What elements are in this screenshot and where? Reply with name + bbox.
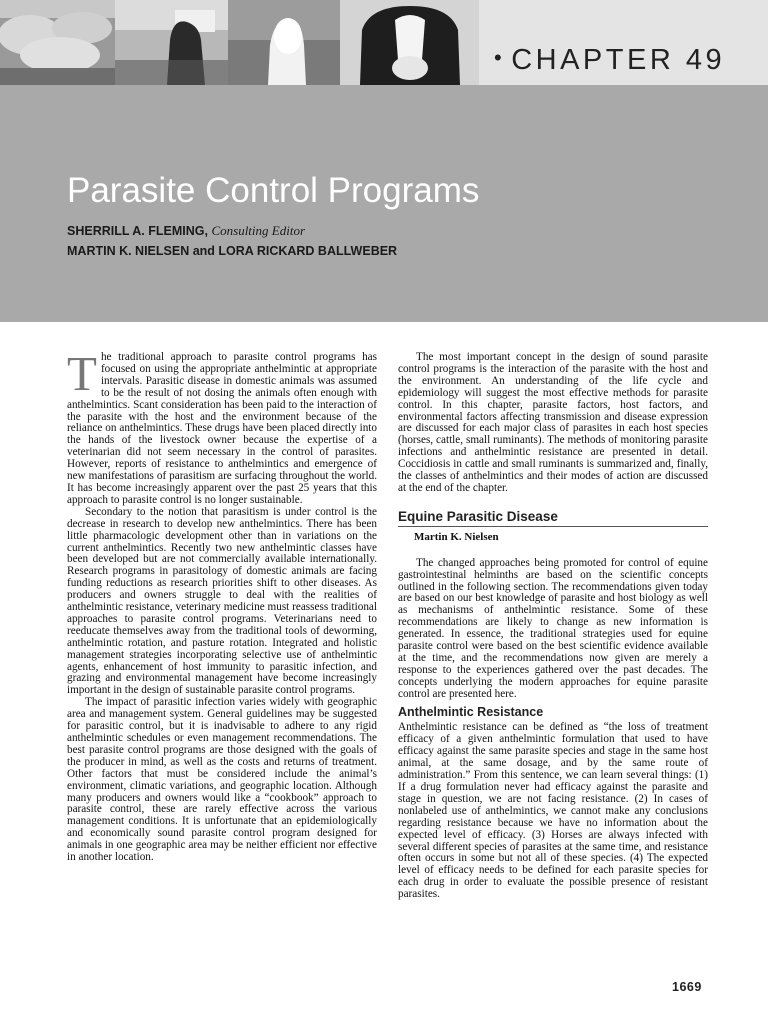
goat-photo-icon: [228, 0, 340, 85]
cow-photo-icon: [340, 0, 479, 85]
page-number: 1669: [672, 980, 702, 994]
paragraph-text: he traditional approach to parasite control programs has focused on using the appropriate anthelmintic at appropriate intervals. Parasitic disease in domestic animals was assumed to be the result of not dosing the animals often enough with anthelmintics. Scant consideration has been paid to the interaction of the parasite with the host and the environment because of the reliance on anthelmintics. These drugs have been placed directly into the hands of the livestock owner because the expertise of a veterinarian did not seem necessary in the control of parasites. However, reports of resistance to anthelmintics and emergence of new manifestations of parasitism are surfacing throughout the world. It has become increasingly apparent over the past 25 years that this approach to parasite control is no longer sustainable.: [67, 351, 377, 506]
paragraph: The impact of parasitic infection varies widely with geographic area and management system. General guidelines may be suggested for parasitic control, but it is inadvisable to adhere to any rigid anthelmintic schedules or even management recommendations. The best parasite control programs are those designed with the goals of the producer in mind, as well as the costs and returns of treatment. Other factors that must be considered include the animal’s environment, climatic variations, and geographic location. Although many producers and owners would like a “cookbook” approach to parasite control, these are rarely effective across the various management conditions. It is unfortunate that an epidemiologically and economically sound parasite control program designed for animals in one geographic area may be neither efficient nor effective in another location.: [67, 696, 377, 864]
paragraph: The changed approaches being promoted for control of equine gastrointestinal helminths are based on the scientific concepts outlined in the following section. The recommendations given today are based on our best knowledge of parasite and host biology as well as mechanisms of anthelmintic resistance. Some of these recommendations are likely to change as new information is generated. In essence, the traditional strategies used for equine parasite control were based on the best scientific evidence available at the time, and the recommendations now given are merely a response to the experiences gathered over the past decades. The concepts underlying the modern approaches for equine parasite control are presented here.: [398, 556, 708, 700]
editor-role: Consulting Editor: [211, 223, 306, 238]
paragraph: The most important concept in the design of sound parasite control programs is the interaction of the parasite with the host and the environment. An understanding of the life cycle and epidemiology will suggest the most effective methods for parasite control. In this chapter, parasite factors, host factors, and environmental factors affecting transmission and disease expression are discussed for each major class of parasites in each host species (horses, cattle, small ruminants). The methods of monitoring parasite infections and anthelmintic resistance are presented in detail. Coccidiosis in cattle and small ruminants is summarized and, finally, the classes of anthelmintics and their modes of action are discussed at the end of the chapter.: [398, 351, 708, 494]
chapter-title: Parasite Control Programs: [67, 171, 480, 210]
horse-photo-icon: [115, 0, 228, 85]
drop-cap: T: [67, 346, 97, 401]
section-heading: Equine Parasitic Disease: [398, 511, 708, 527]
consulting-editor-line: [67, 223, 305, 239]
left-column: [67, 346, 377, 864]
editor-name: SHERRILL A. FLEMING,: [67, 224, 208, 238]
chapter-authors: MARTIN K. NIELSEN and LORA RICKARD BALLWEBER: [67, 244, 398, 258]
paragraph: Anthelmintic resistance can be defined as “the loss of treatment efficacy of a given anthelmintic formulation that used to have efficacy against the same parasite species and stage in the same host animal, at the same dosage, and by the same route of administration.” From this sentence, we can learn several things: (1) If a drug formulation never had efficacy against the parasite and stage in question, we are not facing resistance. (2) In cases of nonlabeled use of anthelmintics, we cannot make any conclusions regarding resistance because we have no information about the expected level of efficacy. (3) Horses are always infected with several different species of parasites at the same time, and resistance often occurs in some but not all of these species. (4) The expected level of efficacy needs to be defined for each parasite species for each drug in order to evaluate the possible presence of resistant parasites.: [398, 721, 708, 901]
header-photo-strip: [0, 0, 479, 85]
paragraph: Secondary to the notion that parasitism is under control is the decrease in research to develop new anthelmintics. There has been little pharmacologic development other than in variations on the current anthelmintics. Recently two new anthelmintic classes have been developed but are not commercially available internationally. Research programs in parasitology of domestic animals are facing funding reductions as research priorities shift to other diseases. As producers and owners struggle to deal with the realities of anthelmintic resistance, veterinary medicine must reassess traditional approaches to parasite control programs. Veterinarians need to reeducate themselves away from the traditional tools of deworming, anthelmintic rotation, and pasture rotation. Integrated and holistic management strategies incorporating selective use of anthelmintic agents, enhancement of host immunity to parasitic infection, and grazing and environmental management have become increasingly important in the design of sustainable parasite control programs.: [67, 505, 377, 697]
sheep-photo-icon: [0, 0, 115, 85]
chapter-bullet: •: [494, 45, 506, 70]
chapter-number: CHAPTER 49: [511, 44, 726, 76]
paragraph: [67, 346, 377, 507]
section-author: Martin K. Nielsen: [414, 530, 499, 543]
sub-heading: Anthelmintic Resistance: [398, 704, 544, 719]
right-column: [398, 352, 708, 901]
chapter-label: [494, 44, 725, 77]
